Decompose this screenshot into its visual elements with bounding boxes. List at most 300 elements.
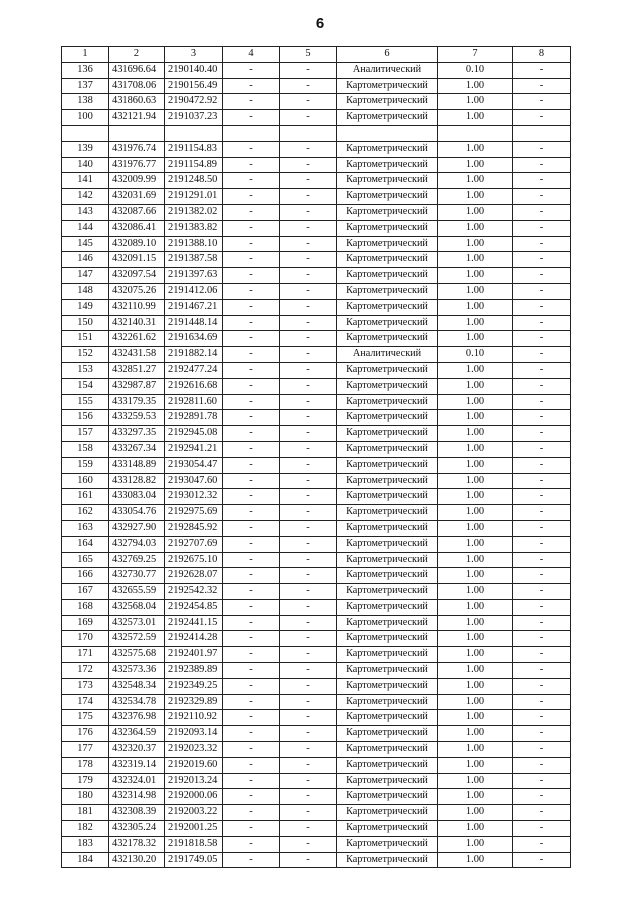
cell-col-8: -	[513, 173, 571, 189]
cell-point-number: 180	[62, 789, 109, 805]
cell-col-8: -	[513, 62, 571, 78]
cell-coord-y: 2193012.32	[165, 489, 223, 505]
cell-coord-y: 2191448.14	[165, 315, 223, 331]
table-row	[62, 821, 571, 837]
cell-coord-x: 432769.25	[109, 552, 165, 568]
cell-col-5: -	[280, 410, 337, 426]
table-row	[62, 836, 571, 852]
cell-accuracy: 1.00	[438, 315, 513, 331]
cell-coord-x: 432319.14	[109, 757, 165, 773]
cell-col-4: -	[223, 94, 280, 110]
cell-col-8: -	[513, 584, 571, 600]
header-cell-6: 6	[337, 47, 438, 63]
cell-col-4: -	[223, 378, 280, 394]
table-row	[62, 757, 571, 773]
cell-method: Картометрический	[337, 757, 438, 773]
cell-coord-x: 433054.76	[109, 505, 165, 521]
cell-method: Картометрический	[337, 426, 438, 442]
cell-col-4: -	[223, 805, 280, 821]
table-row	[62, 125, 571, 141]
cell-col-5: -	[280, 489, 337, 505]
cell-col-4: -	[223, 742, 280, 758]
cell-coord-y: 2191154.89	[165, 157, 223, 173]
cell-col-4: -	[223, 694, 280, 710]
cell-col-8: -	[513, 805, 571, 821]
cell-col-8: -	[513, 710, 571, 726]
cell-col-8: -	[513, 204, 571, 220]
cell-coord-y: 2192454.85	[165, 599, 223, 615]
cell-col-4: -	[223, 663, 280, 679]
cell-coord-x: 432573.01	[109, 615, 165, 631]
cell-method: Картометрический	[337, 78, 438, 94]
cell-accuracy: 1.00	[438, 489, 513, 505]
cell-accuracy: 1.00	[438, 852, 513, 868]
cell-point-number: 161	[62, 489, 109, 505]
cell-point-number: 163	[62, 520, 109, 536]
cell-col-8: -	[513, 394, 571, 410]
table-row	[62, 362, 571, 378]
cell-col-8: -	[513, 441, 571, 457]
cell-accuracy: 1.00	[438, 663, 513, 679]
cell-col-4: -	[223, 110, 280, 126]
cell-col-8: -	[513, 110, 571, 126]
cell-point-number: 141	[62, 173, 109, 189]
cell-method: Картометрический	[337, 94, 438, 110]
cell-col-5: -	[280, 773, 337, 789]
cell-coord-x: 432851.27	[109, 362, 165, 378]
cell-col-5: -	[280, 315, 337, 331]
table-row	[62, 299, 571, 315]
cell-point-number: 149	[62, 299, 109, 315]
cell-accuracy: 1.00	[438, 378, 513, 394]
cell-coord-x: 432178.32	[109, 836, 165, 852]
table-row	[62, 584, 571, 600]
cell-point-number: 144	[62, 220, 109, 236]
table-row	[62, 789, 571, 805]
cell-col-4: -	[223, 647, 280, 663]
cell-method: Картометрический	[337, 173, 438, 189]
cell-coord-y: 2192110.92	[165, 710, 223, 726]
table-row	[62, 599, 571, 615]
cell-method: Картометрический	[337, 473, 438, 489]
cell-col-4: -	[223, 220, 280, 236]
cell-accuracy	[438, 125, 513, 141]
header-cell-5: 5	[280, 47, 337, 63]
cell-col-8: -	[513, 757, 571, 773]
cell-col-8: -	[513, 236, 571, 252]
cell-accuracy: 1.00	[438, 94, 513, 110]
cell-col-4: -	[223, 520, 280, 536]
cell-accuracy: 1.00	[438, 236, 513, 252]
cell-coord-y: 2191154.83	[165, 141, 223, 157]
cell-coord-x: 432320.37	[109, 742, 165, 758]
cell-method: Аналитический	[337, 347, 438, 363]
cell-point-number: 156	[62, 410, 109, 426]
cell-coord-x: 433267.34	[109, 441, 165, 457]
cell-col-4: -	[223, 362, 280, 378]
cell-col-5: -	[280, 631, 337, 647]
cell-coord-x: 432572.59	[109, 631, 165, 647]
cell-col-4: -	[223, 473, 280, 489]
cell-col-8: -	[513, 268, 571, 284]
cell-method: Картометрический	[337, 726, 438, 742]
cell-col-4: -	[223, 678, 280, 694]
cell-col-5: -	[280, 615, 337, 631]
cell-point-number: 172	[62, 663, 109, 679]
cell-method: Картометрический	[337, 568, 438, 584]
header-cell-4: 4	[223, 47, 280, 63]
cell-col-5: -	[280, 505, 337, 521]
cell-accuracy: 1.00	[438, 805, 513, 821]
cell-col-5: -	[280, 568, 337, 584]
cell-col-8: -	[513, 647, 571, 663]
cell-col-8: -	[513, 694, 571, 710]
cell-coord-y: 2191412.06	[165, 283, 223, 299]
cell-point-number: 167	[62, 584, 109, 600]
cell-coord-x: 431976.77	[109, 157, 165, 173]
cell-coord-y: 2192329.89	[165, 694, 223, 710]
cell-accuracy: 1.00	[438, 584, 513, 600]
cell-coord-x: 431696.64	[109, 62, 165, 78]
table-row	[62, 110, 571, 126]
cell-coord-y: 2192349.25	[165, 678, 223, 694]
cell-method: Картометрический	[337, 252, 438, 268]
cell-col-8	[513, 125, 571, 141]
cell-point-number: 157	[62, 426, 109, 442]
cell-col-5: -	[280, 789, 337, 805]
cell-point-number: 155	[62, 394, 109, 410]
cell-col-8: -	[513, 410, 571, 426]
table-row	[62, 410, 571, 426]
cell-method: Картометрический	[337, 694, 438, 710]
cell-col-4: -	[223, 631, 280, 647]
cell-method: Картометрический	[337, 663, 438, 679]
cell-point-number: 140	[62, 157, 109, 173]
cell-accuracy: 1.00	[438, 520, 513, 536]
cell-col-4: -	[223, 252, 280, 268]
cell-col-4: -	[223, 615, 280, 631]
cell-col-5: -	[280, 552, 337, 568]
cell-point-number: 184	[62, 852, 109, 868]
header-cell-7: 7	[438, 47, 513, 63]
cell-col-8: -	[513, 568, 571, 584]
cell-coord-y: 2192891.78	[165, 410, 223, 426]
cell-col-5: -	[280, 94, 337, 110]
cell-col-5: -	[280, 441, 337, 457]
cell-col-8: -	[513, 852, 571, 868]
cell-coord-x: 432087.66	[109, 204, 165, 220]
table-row	[62, 173, 571, 189]
cell-col-4: -	[223, 789, 280, 805]
cell-col-8: -	[513, 457, 571, 473]
cell-col-5: -	[280, 663, 337, 679]
cell-accuracy: 1.00	[438, 836, 513, 852]
cell-coord-y: 2192013.24	[165, 773, 223, 789]
cell-col-4: -	[223, 78, 280, 94]
cell-col-4: -	[223, 204, 280, 220]
cell-point-number: 143	[62, 204, 109, 220]
cell-coord-x: 433179.35	[109, 394, 165, 410]
cell-coord-x: 432031.69	[109, 189, 165, 205]
cell-col-5: -	[280, 283, 337, 299]
table-row	[62, 852, 571, 868]
cell-accuracy: 1.00	[438, 426, 513, 442]
cell-col-5: -	[280, 836, 337, 852]
cell-col-5: -	[280, 852, 337, 868]
cell-col-5: -	[280, 473, 337, 489]
cell-col-5: -	[280, 457, 337, 473]
cell-point-number: 159	[62, 457, 109, 473]
cell-method: Картометрический	[337, 710, 438, 726]
cell-point-number: 147	[62, 268, 109, 284]
cell-coord-x: 432121.94	[109, 110, 165, 126]
table-row	[62, 347, 571, 363]
cell-coord-x: 432364.59	[109, 726, 165, 742]
table-row	[62, 94, 571, 110]
cell-coord-y: 2190472.92	[165, 94, 223, 110]
cell-coord-y: 2190156.49	[165, 78, 223, 94]
cell-accuracy: 1.00	[438, 268, 513, 284]
cell-col-4: -	[223, 331, 280, 347]
cell-coord-y: 2192001.25	[165, 821, 223, 837]
cell-col-8: -	[513, 789, 571, 805]
cell-point-number: 182	[62, 821, 109, 837]
cell-col-5: -	[280, 378, 337, 394]
cell-coord-y: 2191397.63	[165, 268, 223, 284]
cell-col-8: -	[513, 599, 571, 615]
cell-col-4: -	[223, 141, 280, 157]
table-row	[62, 62, 571, 78]
cell-coord-x: 432568.04	[109, 599, 165, 615]
cell-col-5: -	[280, 710, 337, 726]
cell-accuracy: 1.00	[438, 726, 513, 742]
cell-coord-y: 2191387.58	[165, 252, 223, 268]
cell-method: Картометрический	[337, 584, 438, 600]
cell-col-5: -	[280, 204, 337, 220]
cell-method: Картометрический	[337, 189, 438, 205]
cell-point-number	[62, 125, 109, 141]
table-row	[62, 283, 571, 299]
cell-point-number: 162	[62, 505, 109, 521]
cell-coord-y: 2192023.32	[165, 742, 223, 758]
cell-col-5: -	[280, 173, 337, 189]
cell-method: Картометрический	[337, 394, 438, 410]
cell-col-4: -	[223, 505, 280, 521]
cell-coord-y: 2191383.82	[165, 220, 223, 236]
cell-col-4: -	[223, 552, 280, 568]
cell-accuracy: 1.00	[438, 505, 513, 521]
cell-accuracy: 1.00	[438, 252, 513, 268]
cell-col-8: -	[513, 141, 571, 157]
table-row	[62, 742, 571, 758]
cell-col-8: -	[513, 836, 571, 852]
table-row	[62, 378, 571, 394]
header-cell-2: 2	[109, 47, 165, 63]
cell-coord-y: 2192628.07	[165, 568, 223, 584]
cell-accuracy: 1.00	[438, 599, 513, 615]
cell-col-5: -	[280, 362, 337, 378]
cell-method: Картометрический	[337, 505, 438, 521]
cell-coord-y: 2192000.06	[165, 789, 223, 805]
table-row	[62, 394, 571, 410]
cell-coord-y: 2191291.01	[165, 189, 223, 205]
table-row	[62, 315, 571, 331]
cell-accuracy: 1.00	[438, 552, 513, 568]
cell-point-number: 145	[62, 236, 109, 252]
cell-point-number: 183	[62, 836, 109, 852]
cell-method: Картометрический	[337, 141, 438, 157]
cell-point-number: 179	[62, 773, 109, 789]
header-cell-8: 8	[513, 47, 571, 63]
cell-coord-y: 2192675.10	[165, 552, 223, 568]
cell-col-5: -	[280, 110, 337, 126]
table-row	[62, 426, 571, 442]
cell-col-4: -	[223, 157, 280, 173]
cell-coord-y: 2191248.50	[165, 173, 223, 189]
cell-col-4: -	[223, 457, 280, 473]
cell-coord-x: 433297.35	[109, 426, 165, 442]
table-row	[62, 220, 571, 236]
cell-coord-x: 433083.04	[109, 489, 165, 505]
table-row	[62, 710, 571, 726]
cell-point-number: 173	[62, 678, 109, 694]
cell-col-8: -	[513, 489, 571, 505]
cell-accuracy: 1.00	[438, 568, 513, 584]
cell-col-5: -	[280, 78, 337, 94]
cell-method: Картометрический	[337, 631, 438, 647]
cell-method: Картометрический	[337, 489, 438, 505]
header-row	[62, 47, 571, 63]
cell-coord-y: 2192975.69	[165, 505, 223, 521]
cell-method: Картометрический	[337, 378, 438, 394]
table-row	[62, 647, 571, 663]
cell-point-number: 174	[62, 694, 109, 710]
cell-col-5: -	[280, 157, 337, 173]
cell-method: Картометрический	[337, 220, 438, 236]
cell-coord-x: 432009.99	[109, 173, 165, 189]
cell-point-number: 158	[62, 441, 109, 457]
cell-point-number: 169	[62, 615, 109, 631]
cell-coord-y: 2192019.60	[165, 757, 223, 773]
table-row	[62, 520, 571, 536]
table-row	[62, 663, 571, 679]
cell-col-5: -	[280, 347, 337, 363]
cell-col-5: -	[280, 821, 337, 837]
cell-col-4: -	[223, 394, 280, 410]
cell-col-8: -	[513, 315, 571, 331]
cell-method: Картометрический	[337, 821, 438, 837]
cell-coord-x: 432086.41	[109, 220, 165, 236]
cell-accuracy: 1.00	[438, 710, 513, 726]
cell-col-8: -	[513, 536, 571, 552]
cell-point-number: 139	[62, 141, 109, 157]
cell-coord-y: 2192093.14	[165, 726, 223, 742]
cell-col-8: -	[513, 520, 571, 536]
cell-col-8: -	[513, 426, 571, 442]
cell-accuracy: 1.00	[438, 410, 513, 426]
cell-col-5: -	[280, 299, 337, 315]
table-row	[62, 331, 571, 347]
cell-col-4	[223, 125, 280, 141]
cell-coord-y: 2193054.47	[165, 457, 223, 473]
cell-accuracy: 1.00	[438, 821, 513, 837]
cell-point-number: 166	[62, 568, 109, 584]
cell-method	[337, 125, 438, 141]
cell-point-number: 164	[62, 536, 109, 552]
cell-coord-y: 2193047.60	[165, 473, 223, 489]
cell-method: Картометрический	[337, 441, 438, 457]
cell-method: Картометрический	[337, 457, 438, 473]
cell-coord-y: 2191467.21	[165, 299, 223, 315]
cell-col-8: -	[513, 157, 571, 173]
cell-point-number: 137	[62, 78, 109, 94]
cell-point-number: 138	[62, 94, 109, 110]
cell-col-4: -	[223, 726, 280, 742]
cell-coord-y: 2192945.08	[165, 426, 223, 442]
cell-point-number: 136	[62, 62, 109, 78]
cell-coord-y: 2192542.32	[165, 584, 223, 600]
cell-point-number: 152	[62, 347, 109, 363]
cell-coord-y: 2192401.97	[165, 647, 223, 663]
table-row	[62, 726, 571, 742]
cell-method: Картометрический	[337, 157, 438, 173]
cell-col-8: -	[513, 726, 571, 742]
cell-col-8: -	[513, 189, 571, 205]
table-row	[62, 236, 571, 252]
cell-method: Картометрический	[337, 268, 438, 284]
cell-accuracy: 1.00	[438, 536, 513, 552]
cell-accuracy: 0.10	[438, 347, 513, 363]
cell-col-4: -	[223, 599, 280, 615]
cell-coord-x: 432573.36	[109, 663, 165, 679]
cell-method: Картометрический	[337, 852, 438, 868]
cell-point-number: 176	[62, 726, 109, 742]
cell-coord-y: 2192941.21	[165, 441, 223, 457]
cell-point-number: 181	[62, 805, 109, 821]
cell-accuracy: 1.00	[438, 331, 513, 347]
table-row	[62, 252, 571, 268]
cell-col-5: -	[280, 742, 337, 758]
cell-coord-x: 432548.34	[109, 678, 165, 694]
cell-coord-y: 2192477.24	[165, 362, 223, 378]
cell-col-8: -	[513, 94, 571, 110]
cell-point-number: 100	[62, 110, 109, 126]
cell-coord-x: 432314.98	[109, 789, 165, 805]
cell-method: Картометрический	[337, 599, 438, 615]
cell-col-4: -	[223, 852, 280, 868]
cell-point-number: 170	[62, 631, 109, 647]
cell-coord-x: 431860.63	[109, 94, 165, 110]
cell-coord-x: 432091.15	[109, 252, 165, 268]
cell-method: Аналитический	[337, 62, 438, 78]
cell-coord-x: 432089.10	[109, 236, 165, 252]
cell-coord-y: 2191037.23	[165, 110, 223, 126]
cell-col-8: -	[513, 362, 571, 378]
cell-method: Картометрический	[337, 331, 438, 347]
cell-accuracy: 1.00	[438, 141, 513, 157]
cell-col-5	[280, 125, 337, 141]
cell-coord-x: 432130.20	[109, 852, 165, 868]
cell-point-number: 177	[62, 742, 109, 758]
cell-coord-x: 431708.06	[109, 78, 165, 94]
table-row	[62, 568, 571, 584]
table-row	[62, 473, 571, 489]
cell-col-5: -	[280, 62, 337, 78]
cell-col-4: -	[223, 710, 280, 726]
cell-col-5: -	[280, 220, 337, 236]
cell-accuracy: 1.00	[438, 473, 513, 489]
cell-accuracy: 1.00	[438, 110, 513, 126]
